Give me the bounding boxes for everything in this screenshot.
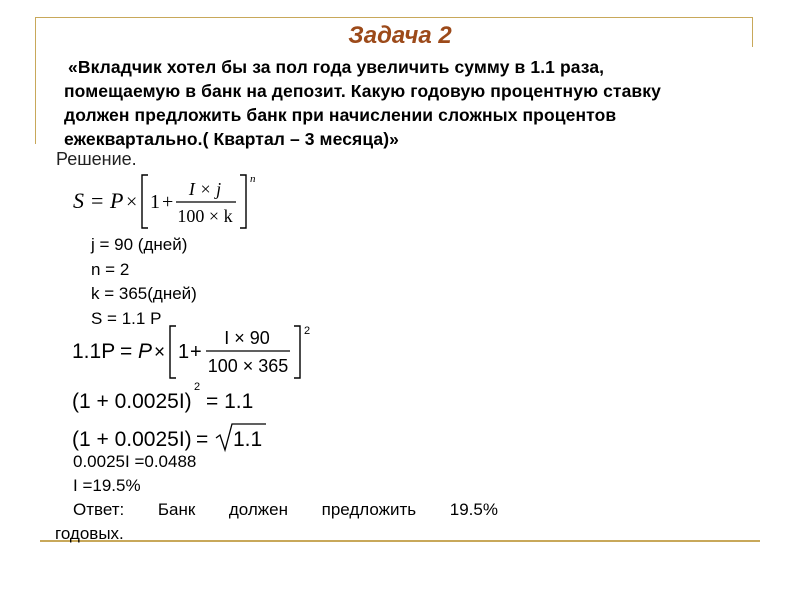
formula-lhs: (1 + 0.0025I) <box>72 428 192 451</box>
left-bracket <box>170 326 176 378</box>
solution-step: I =19.5% <box>73 476 141 495</box>
formula-rhs: = 1.1 <box>206 390 254 413</box>
formula-exponent: 2 <box>194 381 201 393</box>
formula-eq: = <box>120 340 133 363</box>
formula-eq: = <box>91 188 104 213</box>
formula-exponent: 2 <box>304 325 311 337</box>
formula-eq: = <box>196 428 209 451</box>
answer-line-2: годовых. <box>55 524 124 543</box>
formula-general <box>68 170 268 239</box>
answer-word: Ответ: <box>73 500 125 519</box>
problem-line: должен предложить банк при начислении сложных процентов <box>64 105 617 125</box>
answer-word: Банк <box>157 500 196 519</box>
given-item: j = 90 (дней) <box>91 235 188 254</box>
given-values <box>91 233 197 331</box>
answer-word: должен <box>228 500 289 519</box>
formula-times: × <box>126 191 138 213</box>
formula-denominator: 100 × k <box>177 206 233 226</box>
frame-bottom-line <box>40 540 760 542</box>
formula-substituted-svg <box>70 322 320 382</box>
formula-one: 1 <box>178 341 190 363</box>
solution-step: 0.0025I =0.0488 <box>73 452 197 471</box>
formula-denominator: 100 × 365 <box>207 356 289 376</box>
problem-statement <box>64 55 754 151</box>
given-item: n = 2 <box>91 259 130 279</box>
formula-numerator: I × 90 <box>224 328 270 348</box>
slide-title: Задача 2 <box>348 22 452 49</box>
given-item: k = 365(дней) <box>91 284 197 304</box>
problem-line: «Вкладчик хотел бы за пол года увеличить сумму в 1.1 раза, <box>68 57 605 77</box>
given-item: S = 1.1 P <box>91 308 162 328</box>
formula-lhs: 1.1P <box>72 340 116 363</box>
problem-line: ежеквартально.( Квартал – 3 месяца)» <box>64 129 400 149</box>
formula-general-svg <box>68 170 268 234</box>
formula-p: P <box>138 340 153 363</box>
formula-one: 1 <box>150 191 160 213</box>
left-bracket <box>142 175 148 228</box>
problem-line: помещаемую в банк на депозит. Какую годовую процентную ставку <box>64 81 661 101</box>
formula-sqrt-svg <box>70 420 290 456</box>
formula-rhs: 1.1 <box>233 428 263 451</box>
answer-word: 19.5% <box>449 500 498 519</box>
formula-exponent: n <box>250 173 256 185</box>
frame-top-line <box>35 17 753 18</box>
formula-plus: + <box>162 191 174 213</box>
formula-plus: + <box>190 341 202 363</box>
formula-numerator: I × j <box>188 179 222 199</box>
right-bracket <box>294 326 300 378</box>
solution-label: Решение. <box>56 149 137 169</box>
right-bracket <box>240 175 246 228</box>
formula-squared-svg <box>70 380 270 420</box>
formula-p: P <box>110 188 124 213</box>
answer-word: предложить <box>321 500 417 519</box>
formula-times: × <box>154 342 166 363</box>
answer-line <box>73 500 498 520</box>
formula-squared <box>70 380 270 425</box>
formula-substituted <box>70 322 320 387</box>
formula-s: S <box>73 188 84 213</box>
formula-lhs: (1 + 0.0025I) <box>72 390 192 413</box>
